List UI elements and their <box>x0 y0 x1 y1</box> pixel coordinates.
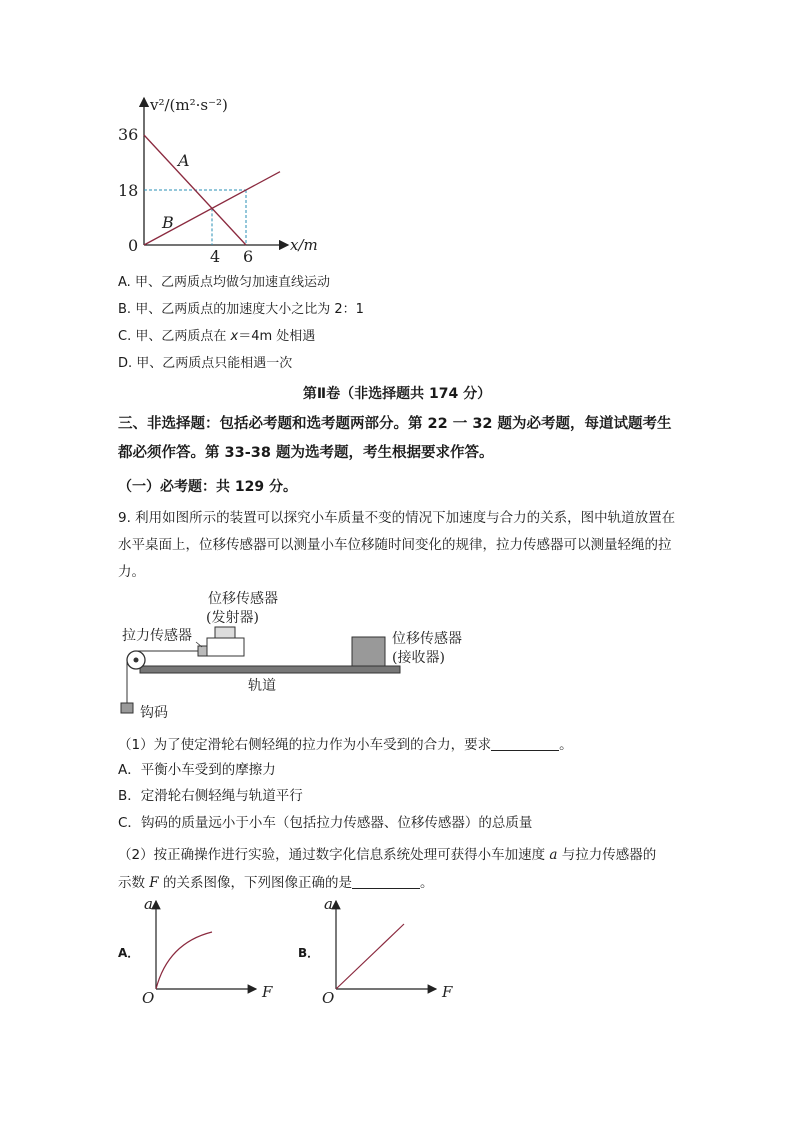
graph-a-origin: O <box>142 989 155 1007</box>
option-letter: C． <box>118 815 141 831</box>
receiver-label: 位移传感器 <box>392 631 462 647</box>
q9-part2-line2 <box>118 871 433 891</box>
option-text: 钩码的质量远小于小车（包括拉力传感器、位移传感器）的总质量 <box>140 815 533 831</box>
q9-part1 <box>118 733 573 753</box>
option-letter: A． <box>118 762 141 778</box>
apparatus-diagram <box>118 587 478 722</box>
emitter-sublabel: (发射器) <box>206 610 259 626</box>
var-f: F <box>149 875 159 891</box>
q9-intro: 9. 利用如图所示的装置可以探究小车质量不变的情况下加速度与合力的关系，图中轨道放置在水平桌面上，位移传感器可以测量小车位移随时间变化的规律，拉力传感器可以测量轻绳的拉力。 <box>118 510 676 580</box>
graph-a-letter: A． <box>118 946 140 960</box>
q9-part1-option-c <box>118 815 532 831</box>
v2-x-chart <box>110 90 340 262</box>
part2-text: 示数 <box>118 875 150 891</box>
part2-text: 与拉力传感器的 <box>557 847 657 863</box>
emitter-label: 位移传感器 <box>208 591 278 607</box>
q8-option-c <box>118 329 315 345</box>
section-title: 第Ⅱ卷（非选择题共 174 分） <box>302 386 492 402</box>
graph-a-y-label: a <box>144 895 153 913</box>
part1-end: 。 <box>559 737 573 753</box>
hook-weight <box>121 703 133 713</box>
y-tick-0: 0 <box>128 236 139 255</box>
x-axis-label: x/m <box>290 236 318 254</box>
option-letter: A. <box>118 275 131 290</box>
part2-end: 。 <box>419 875 434 891</box>
part1-text: （1）为了使定滑轮右侧轻绳的拉力作为小车受到的合力，要求 <box>118 737 492 753</box>
graph-b-line <box>336 924 404 989</box>
part2-text: 的关系图像，下列图像正确的是 <box>158 875 352 891</box>
var-a: a <box>549 847 558 863</box>
option-letter: C. <box>118 329 132 344</box>
q8-option-d <box>118 356 292 372</box>
part2-text: （2）按正确操作进行实验，通过数字化信息系统处理可获得小车加速度 <box>118 847 550 863</box>
y-tick-18: 18 <box>118 181 139 200</box>
option-letter: B. <box>118 302 132 317</box>
option-letter: B． <box>118 788 141 804</box>
option-variable: x <box>230 329 239 344</box>
option-text: 甲、乙两质点只能相遇一次 <box>136 356 293 371</box>
series-a-label: A <box>178 151 190 170</box>
section-heading: 三、非选择题：包括必考题和选考题两部分。第 22 一 32 题为必考题，每道试题考生都必须作答。第 33-38 题为选考题，考生根据要求作答。 <box>118 416 672 461</box>
q9-part2-line1 <box>118 843 656 863</box>
x-tick-6: 6 <box>243 247 254 262</box>
series-b-label: B <box>162 213 174 232</box>
option-text: 甲、乙两质点均做匀加速直线运动 <box>134 275 330 290</box>
q9-part1-option-b <box>118 788 303 804</box>
graph-b-x-label: F <box>442 983 453 1001</box>
option-text: ＝4m 处相遇 <box>238 329 316 344</box>
graph-a-x-label: F <box>262 983 273 1001</box>
option-text: 平衡小车受到的摩擦力 <box>140 762 276 778</box>
graph-b-y-label: a <box>324 895 333 913</box>
section-subheading: （一）必考题：共 129 分。 <box>118 479 297 495</box>
q9-part1-option-a <box>118 762 276 778</box>
option-text: 甲、乙两质点的加速度大小之比为 2：1 <box>135 302 364 317</box>
option-text: 定滑轮右侧轻绳与轨道平行 <box>140 788 303 804</box>
force-sensor <box>198 646 207 656</box>
graph-a-curve <box>156 932 212 989</box>
graph-b-origin: O <box>322 989 335 1007</box>
graph-a <box>138 893 288 1008</box>
y-tick-36: 36 <box>118 125 139 144</box>
option-letter: D. <box>118 356 133 371</box>
track <box>140 666 400 673</box>
q8-option-a <box>118 275 330 291</box>
answer-blank <box>491 736 559 751</box>
receiver-sublabel: (接收器) <box>392 650 445 666</box>
weight-label: 钩码 <box>140 705 168 721</box>
y-axis-label: v²/(m²·s⁻²) <box>150 96 228 114</box>
emitter <box>215 627 235 638</box>
answer-blank <box>352 874 420 889</box>
track-label: 轨道 <box>248 678 276 694</box>
q8-option-b <box>118 302 364 318</box>
x-tick-4: 4 <box>210 247 221 262</box>
receiver <box>352 637 385 666</box>
option-text: 甲、乙两质点在 <box>135 329 231 344</box>
graph-b-letter: B． <box>298 946 320 960</box>
cart <box>207 638 244 656</box>
force-sensor-label: 拉力传感器 <box>122 628 192 644</box>
graph-b <box>318 893 468 1008</box>
